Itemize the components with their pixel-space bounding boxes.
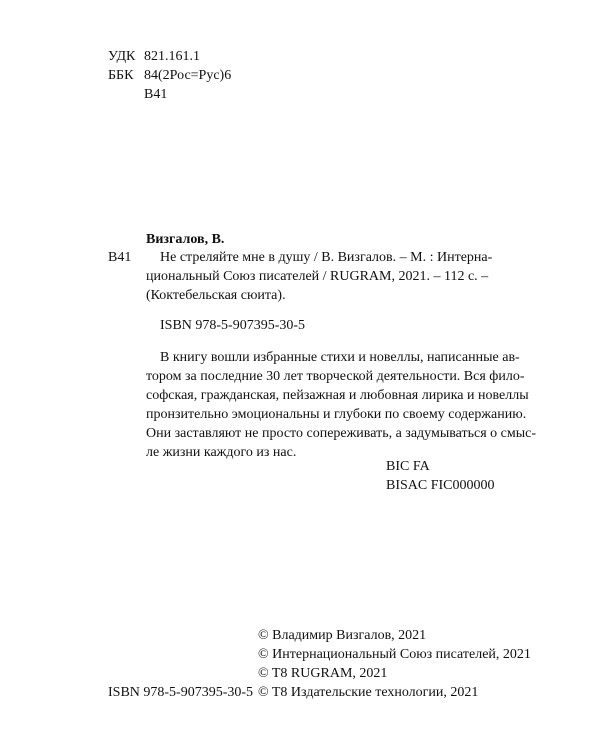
annotation-line: софская, гражданская, пейзажная и любовная лирика и новеллы xyxy=(146,388,529,403)
copyright-line: © T8 RUGRAM, 2021 xyxy=(258,666,388,681)
annotation-line: пронзительно эмоциональны и глубоки по своему содержанию. xyxy=(146,407,527,422)
bibliographic-description xyxy=(146,248,492,305)
bbk-label: ББК xyxy=(108,68,134,83)
biblio-line: циональный Союз писателей / RUGRAM, 2021. – 112 с. – xyxy=(146,269,489,284)
subject-codes xyxy=(386,457,495,495)
bisac-code: BISAC FIC000000 xyxy=(386,478,495,493)
udc-value: 821.161.1 xyxy=(144,49,200,64)
annotation xyxy=(146,348,537,462)
annotation-line: Они заставляют не просто сопереживать, а задумываться о смыс- xyxy=(146,426,537,441)
bic-code: BIC FA xyxy=(386,459,430,474)
copyright-line: © T8 Издательские технологии, 2021 xyxy=(258,685,479,700)
classification-block xyxy=(108,47,231,104)
catalog-author: Визгалов, В. xyxy=(146,232,225,247)
author-sign-row xyxy=(108,85,231,104)
annotation-line: В книгу вошли избранные стихи и новеллы, написанные ав- xyxy=(160,350,520,365)
annotation-line: ле жизни каждого из нас. xyxy=(146,445,297,460)
copyright-line: © Интернациональный Союз писателей, 2021 xyxy=(258,647,531,662)
catalog-isbn: ISBN 978-5-907395-30-5 xyxy=(160,318,306,333)
author-sign-top: В41 xyxy=(144,87,168,102)
biblio-line: Не стреляйте мне в душу / В. Визгалов. – М. : Интерна- xyxy=(160,250,493,265)
biblio-line: (Коктебельская сюита). xyxy=(146,288,286,303)
footer-isbn: ISBN 978-5-907395-30-5 xyxy=(108,685,254,700)
bbk-value: 84(2Рос=Рус)6 xyxy=(144,68,232,83)
bbk-row xyxy=(108,66,231,85)
catalog-author-sign: В41 xyxy=(108,250,132,265)
udc-row xyxy=(108,47,231,66)
udc-label: УДК xyxy=(108,49,136,64)
copyright-notices xyxy=(258,626,531,702)
copyright-line: © Владимир Визгалов, 2021 xyxy=(258,628,427,643)
annotation-line: тором за последние 30 лет творческой деятельности. Вся фило- xyxy=(146,369,525,384)
